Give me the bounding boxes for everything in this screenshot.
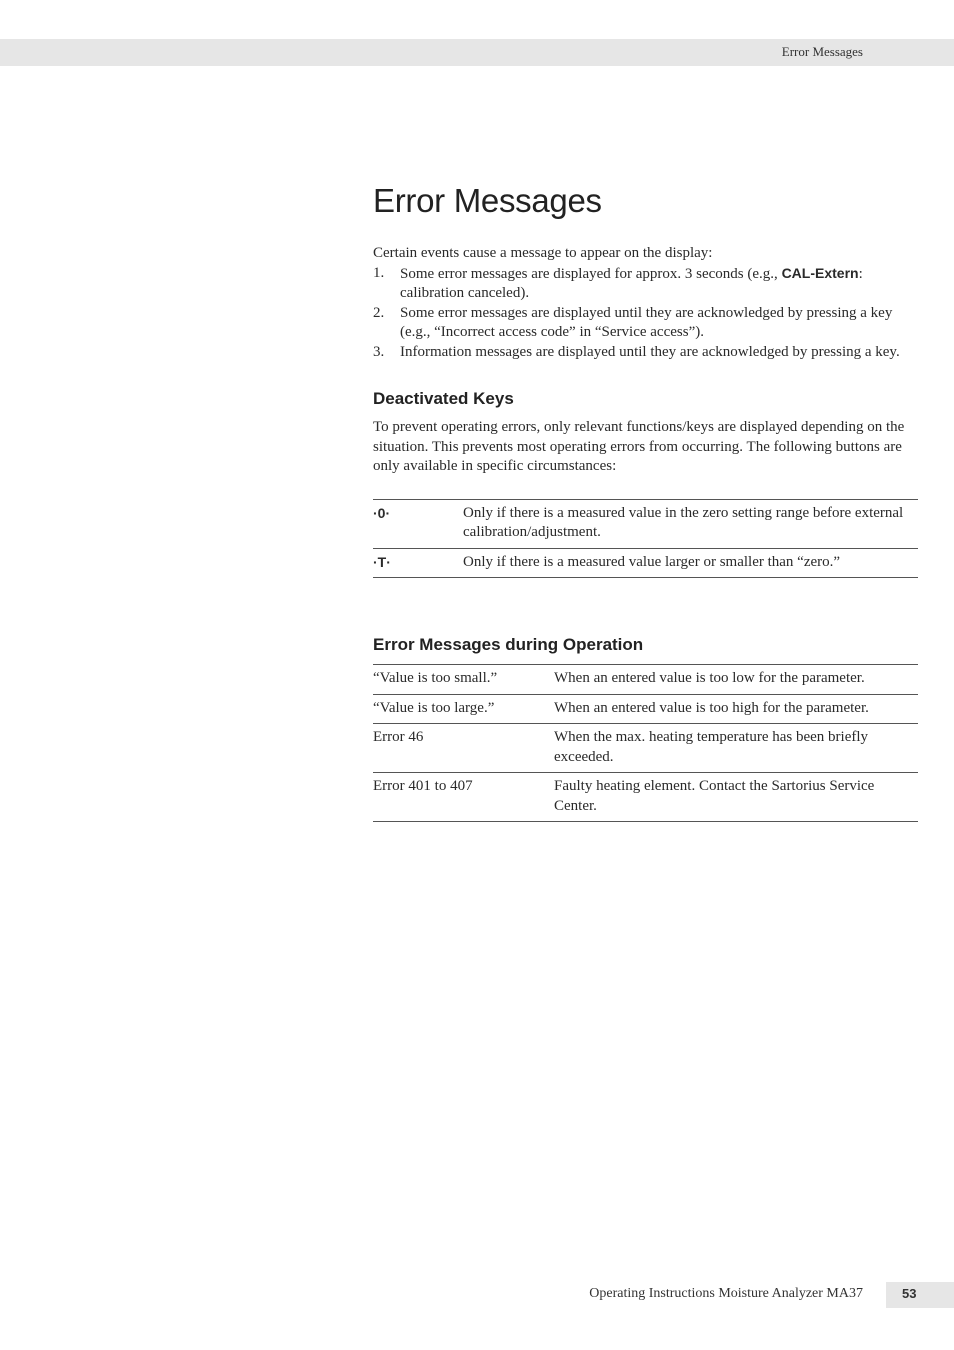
table-row [373,499,918,548]
list-text: Some error messages are displayed until they are acknowledged by pressing a key (e.g., “Incorrect access code” in “Service access”). [400,304,893,340]
table-row [373,665,918,695]
message-description: When the max. heating temperature has been briefly exceeded. [554,729,869,765]
message-description: When an entered value is too high for the parameter. [554,699,869,716]
message-cell: “Value is too large.” [373,699,495,716]
intro-paragraph: Certain events cause a message to appear on the display: [373,245,713,261]
message-description: Faulty heating element. Contact the Sartorius Service Center. [554,778,875,814]
page-number: 53 [886,1282,954,1308]
running-head: Error Messages [781,44,863,59]
list-number: 1. [373,264,385,281]
list-item [373,304,918,343]
message-types-list [373,264,918,363]
table-row [373,694,918,724]
list-text-part: : calibration canceled). [400,265,863,301]
key-cell: ·0· [373,504,391,521]
page-title: Error Messages [373,182,602,219]
table-row [373,773,918,822]
deactivated-keys-heading: Deactivated Keys [373,389,514,408]
list-text [400,264,918,304]
key-description: Only if there is a measured value in the zero setting range before external calibration/adjustment. [463,504,904,540]
list-text-part: Some error messages are displayed for approx. 3 seconds (e.g., [400,265,782,282]
list-number: 3. [373,343,385,360]
message-description: When an entered value is too low for the parameter. [554,670,865,686]
deactivated-keys-table [373,499,918,579]
list-item [373,343,918,363]
footer-text: Operating Instructions Moisture Analyzer MA37 [589,1286,863,1301]
main-content [373,180,918,822]
key-cell: ·T· [373,553,391,570]
list-number: 2. [373,304,385,321]
operation-errors-heading: Error Messages during Operation [373,635,644,654]
message-cell: Error 401 to 407 [373,778,473,794]
key-description: Only if there is a measured value larger or smaller than “zero.” [463,553,841,570]
message-cell: “Value is too small.” [373,670,498,686]
cal-extern-keyword: CAL-Extern [781,264,859,281]
message-cell: Error 46 [373,729,424,745]
list-text: Information messages are displayed until they are acknowledged by pressing a key. [400,343,900,360]
list-item [373,264,918,304]
table-row [373,724,918,773]
operation-errors-table [373,664,918,822]
deactivated-keys-paragraph: To prevent operating errors, only relevant functions/keys are displayed depending on the situation. This prevents most operating errors from occurring. The following buttons are only available in specific circumstances: [373,419,905,474]
table-row [373,548,918,578]
header-band [0,39,954,66]
